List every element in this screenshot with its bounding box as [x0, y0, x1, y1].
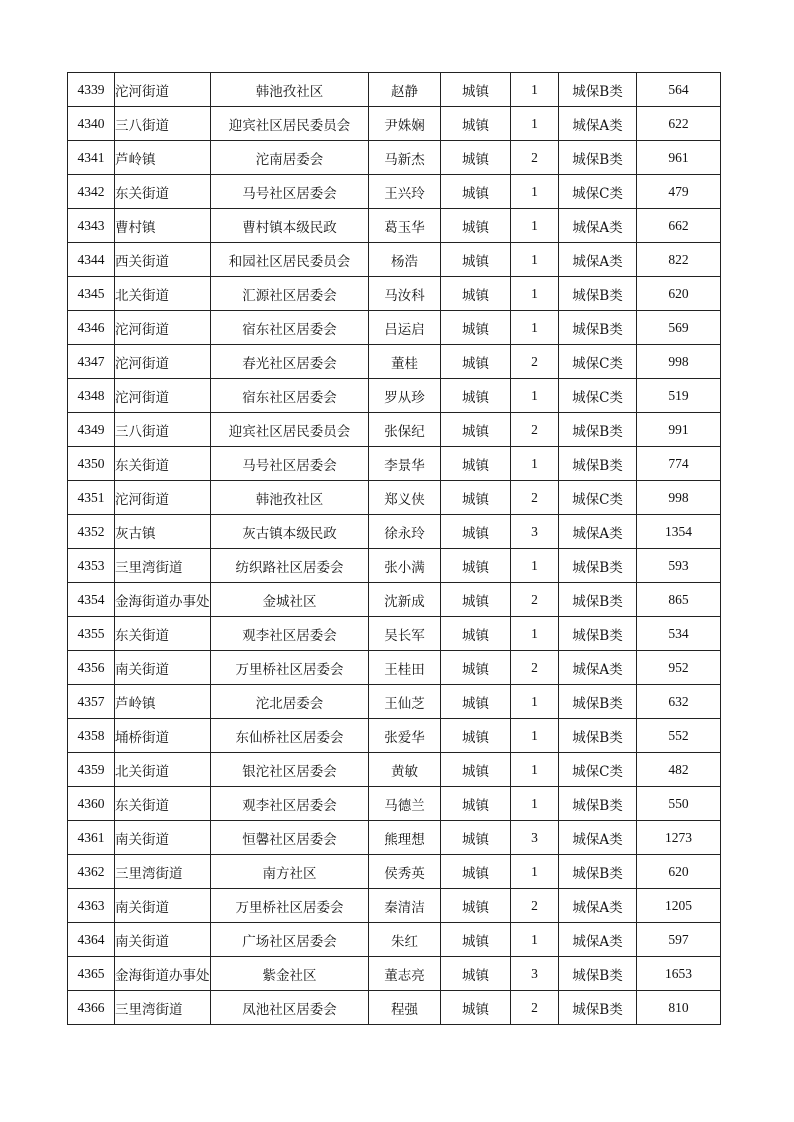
household-size-cell: 1: [511, 311, 559, 345]
amount-cell: 952: [637, 651, 721, 685]
household-size-cell: 3: [511, 957, 559, 991]
row-number-cell: 4350: [68, 447, 115, 481]
row-number-cell: 4355: [68, 617, 115, 651]
area-type-cell: 城镇: [441, 991, 511, 1025]
street-cell: 东关街道: [115, 447, 211, 481]
row-number-cell: 4349: [68, 413, 115, 447]
household-size-cell: 2: [511, 481, 559, 515]
category-cell: 城保A类: [559, 107, 637, 141]
name-cell: 黄敏: [369, 753, 441, 787]
name-cell: 马德兰: [369, 787, 441, 821]
community-cell: 春光社区居委会: [211, 345, 369, 379]
table-row: [68, 617, 721, 651]
row-number-cell: 4342: [68, 175, 115, 209]
street-cell: 沱河街道: [115, 311, 211, 345]
community-cell: 沱北居委会: [211, 685, 369, 719]
amount-cell: 865: [637, 583, 721, 617]
amount-cell: 569: [637, 311, 721, 345]
household-size-cell: 3: [511, 515, 559, 549]
row-number-cell: 4359: [68, 753, 115, 787]
street-cell: 三里湾街道: [115, 855, 211, 889]
category-cell: 城保B类: [559, 277, 637, 311]
area-type-cell: 城镇: [441, 855, 511, 889]
table-row: [68, 311, 721, 345]
table-row: [68, 685, 721, 719]
amount-cell: 534: [637, 617, 721, 651]
table-row: [68, 379, 721, 413]
area-type-cell: 城镇: [441, 209, 511, 243]
household-size-cell: 1: [511, 447, 559, 481]
amount-cell: 822: [637, 243, 721, 277]
area-type-cell: 城镇: [441, 957, 511, 991]
table-row: [68, 107, 721, 141]
amount-cell: 620: [637, 855, 721, 889]
category-cell: 城保C类: [559, 345, 637, 379]
street-cell: 东关街道: [115, 617, 211, 651]
area-type-cell: 城镇: [441, 821, 511, 855]
community-cell: 南方社区: [211, 855, 369, 889]
household-size-cell: 2: [511, 991, 559, 1025]
street-cell: 南关街道: [115, 821, 211, 855]
household-size-cell: 2: [511, 889, 559, 923]
street-cell: 北关街道: [115, 753, 211, 787]
category-cell: 城保C类: [559, 379, 637, 413]
beneficiary-table: [67, 72, 721, 1025]
household-size-cell: 1: [511, 685, 559, 719]
street-cell: 三八街道: [115, 413, 211, 447]
table-row: [68, 753, 721, 787]
area-type-cell: 城镇: [441, 719, 511, 753]
area-type-cell: 城镇: [441, 413, 511, 447]
community-cell: 金城社区: [211, 583, 369, 617]
amount-cell: 1273: [637, 821, 721, 855]
area-type-cell: 城镇: [441, 311, 511, 345]
area-type-cell: 城镇: [441, 617, 511, 651]
table-row: [68, 481, 721, 515]
community-cell: 迎宾社区居民委员会: [211, 413, 369, 447]
table-row: [68, 243, 721, 277]
street-cell: 三里湾街道: [115, 991, 211, 1025]
table-row: [68, 719, 721, 753]
household-size-cell: 2: [511, 413, 559, 447]
amount-cell: 810: [637, 991, 721, 1025]
table-row: [68, 277, 721, 311]
row-number-cell: 4354: [68, 583, 115, 617]
area-type-cell: 城镇: [441, 243, 511, 277]
household-size-cell: 1: [511, 787, 559, 821]
amount-cell: 622: [637, 107, 721, 141]
community-cell: 宿东社区居委会: [211, 311, 369, 345]
row-number-cell: 4341: [68, 141, 115, 175]
community-cell: 广场社区居委会: [211, 923, 369, 957]
amount-cell: 1354: [637, 515, 721, 549]
row-number-cell: 4366: [68, 991, 115, 1025]
household-size-cell: 1: [511, 923, 559, 957]
street-cell: 南关街道: [115, 889, 211, 923]
category-cell: 城保B类: [559, 957, 637, 991]
area-type-cell: 城镇: [441, 379, 511, 413]
amount-cell: 1205: [637, 889, 721, 923]
area-type-cell: 城镇: [441, 753, 511, 787]
table-body: [68, 73, 721, 1025]
amount-cell: 552: [637, 719, 721, 753]
area-type-cell: 城镇: [441, 447, 511, 481]
area-type-cell: 城镇: [441, 345, 511, 379]
category-cell: 城保B类: [559, 311, 637, 345]
table-row: [68, 583, 721, 617]
row-number-cell: 4343: [68, 209, 115, 243]
row-number-cell: 4339: [68, 73, 115, 107]
table-row: [68, 991, 721, 1025]
category-cell: 城保B类: [559, 787, 637, 821]
table-row: [68, 787, 721, 821]
area-type-cell: 城镇: [441, 73, 511, 107]
street-cell: 沱河街道: [115, 379, 211, 413]
area-type-cell: 城镇: [441, 141, 511, 175]
name-cell: 葛玉华: [369, 209, 441, 243]
name-cell: 张小满: [369, 549, 441, 583]
street-cell: 曹村镇: [115, 209, 211, 243]
name-cell: 沈新成: [369, 583, 441, 617]
category-cell: 城保B类: [559, 413, 637, 447]
table-row: [68, 413, 721, 447]
name-cell: 秦清洁: [369, 889, 441, 923]
household-size-cell: 1: [511, 719, 559, 753]
row-number-cell: 4346: [68, 311, 115, 345]
community-cell: 韩池孜社区: [211, 481, 369, 515]
area-type-cell: 城镇: [441, 107, 511, 141]
community-cell: 迎宾社区居民委员会: [211, 107, 369, 141]
name-cell: 程强: [369, 991, 441, 1025]
household-size-cell: 1: [511, 175, 559, 209]
community-cell: 汇源社区居委会: [211, 277, 369, 311]
category-cell: 城保A类: [559, 651, 637, 685]
household-size-cell: 2: [511, 583, 559, 617]
category-cell: 城保B类: [559, 583, 637, 617]
community-cell: 凤池社区居委会: [211, 991, 369, 1025]
table-row: [68, 651, 721, 685]
category-cell: 城保B类: [559, 447, 637, 481]
category-cell: 城保B类: [559, 991, 637, 1025]
household-size-cell: 1: [511, 243, 559, 277]
row-number-cell: 4360: [68, 787, 115, 821]
amount-cell: 632: [637, 685, 721, 719]
household-size-cell: 1: [511, 209, 559, 243]
table-row: [68, 175, 721, 209]
name-cell: 郑义侠: [369, 481, 441, 515]
street-cell: 东关街道: [115, 787, 211, 821]
amount-cell: 662: [637, 209, 721, 243]
community-cell: 万里桥社区居委会: [211, 651, 369, 685]
household-size-cell: 1: [511, 73, 559, 107]
table-row: [68, 345, 721, 379]
name-cell: 侯秀英: [369, 855, 441, 889]
row-number-cell: 4365: [68, 957, 115, 991]
row-number-cell: 4348: [68, 379, 115, 413]
community-cell: 观李社区居委会: [211, 787, 369, 821]
category-cell: 城保B类: [559, 719, 637, 753]
community-cell: 沱南居委会: [211, 141, 369, 175]
amount-cell: 774: [637, 447, 721, 481]
household-size-cell: 1: [511, 855, 559, 889]
name-cell: 李景华: [369, 447, 441, 481]
name-cell: 赵静: [369, 73, 441, 107]
name-cell: 马新杰: [369, 141, 441, 175]
household-size-cell: 1: [511, 379, 559, 413]
community-cell: 韩池孜社区: [211, 73, 369, 107]
name-cell: 马汝科: [369, 277, 441, 311]
row-number-cell: 4347: [68, 345, 115, 379]
name-cell: 尹姝娴: [369, 107, 441, 141]
area-type-cell: 城镇: [441, 481, 511, 515]
community-cell: 马号社区居委会: [211, 447, 369, 481]
street-cell: 南关街道: [115, 923, 211, 957]
street-cell: 金海街道办事处: [115, 957, 211, 991]
area-type-cell: 城镇: [441, 787, 511, 821]
category-cell: 城保B类: [559, 141, 637, 175]
amount-cell: 597: [637, 923, 721, 957]
amount-cell: 519: [637, 379, 721, 413]
household-size-cell: 2: [511, 345, 559, 379]
amount-cell: 482: [637, 753, 721, 787]
community-cell: 万里桥社区居委会: [211, 889, 369, 923]
table-row: [68, 821, 721, 855]
area-type-cell: 城镇: [441, 549, 511, 583]
amount-cell: 991: [637, 413, 721, 447]
community-cell: 和园社区居民委员会: [211, 243, 369, 277]
category-cell: 城保B类: [559, 855, 637, 889]
category-cell: 城保B类: [559, 685, 637, 719]
street-cell: 三里湾街道: [115, 549, 211, 583]
category-cell: 城保B类: [559, 73, 637, 107]
category-cell: 城保A类: [559, 889, 637, 923]
table-row: [68, 957, 721, 991]
table-row: [68, 141, 721, 175]
category-cell: 城保A类: [559, 515, 637, 549]
category-cell: 城保A类: [559, 923, 637, 957]
category-cell: 城保A类: [559, 209, 637, 243]
area-type-cell: 城镇: [441, 583, 511, 617]
street-cell: 埇桥街道: [115, 719, 211, 753]
row-number-cell: 4361: [68, 821, 115, 855]
name-cell: 杨浩: [369, 243, 441, 277]
amount-cell: 1653: [637, 957, 721, 991]
street-cell: 南关街道: [115, 651, 211, 685]
area-type-cell: 城镇: [441, 277, 511, 311]
category-cell: 城保C类: [559, 481, 637, 515]
amount-cell: 564: [637, 73, 721, 107]
community-cell: 马号社区居委会: [211, 175, 369, 209]
amount-cell: 550: [637, 787, 721, 821]
name-cell: 王兴玲: [369, 175, 441, 209]
table-row: [68, 923, 721, 957]
category-cell: 城保A类: [559, 821, 637, 855]
street-cell: 西关街道: [115, 243, 211, 277]
amount-cell: 593: [637, 549, 721, 583]
area-type-cell: 城镇: [441, 175, 511, 209]
row-number-cell: 4358: [68, 719, 115, 753]
name-cell: 吴长军: [369, 617, 441, 651]
table-row: [68, 549, 721, 583]
household-size-cell: 3: [511, 821, 559, 855]
category-cell: 城保C类: [559, 175, 637, 209]
household-size-cell: 1: [511, 277, 559, 311]
area-type-cell: 城镇: [441, 515, 511, 549]
row-number-cell: 4353: [68, 549, 115, 583]
table-row: [68, 209, 721, 243]
street-cell: 北关街道: [115, 277, 211, 311]
row-number-cell: 4340: [68, 107, 115, 141]
street-cell: 沱河街道: [115, 73, 211, 107]
area-type-cell: 城镇: [441, 889, 511, 923]
community-cell: 东仙桥社区居委会: [211, 719, 369, 753]
household-size-cell: 1: [511, 107, 559, 141]
household-size-cell: 2: [511, 651, 559, 685]
name-cell: 王桂田: [369, 651, 441, 685]
name-cell: 张保纪: [369, 413, 441, 447]
name-cell: 朱红: [369, 923, 441, 957]
row-number-cell: 4345: [68, 277, 115, 311]
street-cell: 灰古镇: [115, 515, 211, 549]
area-type-cell: 城镇: [441, 651, 511, 685]
street-cell: 沱河街道: [115, 345, 211, 379]
community-cell: 曹村镇本级民政: [211, 209, 369, 243]
community-cell: 灰古镇本级民政: [211, 515, 369, 549]
amount-cell: 998: [637, 481, 721, 515]
area-type-cell: 城镇: [441, 923, 511, 957]
row-number-cell: 4362: [68, 855, 115, 889]
household-size-cell: 1: [511, 753, 559, 787]
table-row: [68, 889, 721, 923]
row-number-cell: 4357: [68, 685, 115, 719]
household-size-cell: 2: [511, 141, 559, 175]
name-cell: 徐永玲: [369, 515, 441, 549]
amount-cell: 620: [637, 277, 721, 311]
area-type-cell: 城镇: [441, 685, 511, 719]
amount-cell: 961: [637, 141, 721, 175]
amount-cell: 479: [637, 175, 721, 209]
name-cell: 熊理想: [369, 821, 441, 855]
street-cell: 金海街道办事处: [115, 583, 211, 617]
street-cell: 芦岭镇: [115, 685, 211, 719]
category-cell: 城保B类: [559, 617, 637, 651]
row-number-cell: 4351: [68, 481, 115, 515]
table-row: [68, 73, 721, 107]
name-cell: 罗从珍: [369, 379, 441, 413]
community-cell: 纺织路社区居委会: [211, 549, 369, 583]
community-cell: 紫金社区: [211, 957, 369, 991]
table-row: [68, 855, 721, 889]
street-cell: 三八街道: [115, 107, 211, 141]
row-number-cell: 4363: [68, 889, 115, 923]
row-number-cell: 4364: [68, 923, 115, 957]
row-number-cell: 4352: [68, 515, 115, 549]
street-cell: 东关街道: [115, 175, 211, 209]
household-size-cell: 1: [511, 617, 559, 651]
name-cell: 王仙芝: [369, 685, 441, 719]
table-row: [68, 447, 721, 481]
community-cell: 宿东社区居委会: [211, 379, 369, 413]
community-cell: 银沱社区居委会: [211, 753, 369, 787]
category-cell: 城保B类: [559, 549, 637, 583]
community-cell: 观李社区居委会: [211, 617, 369, 651]
row-number-cell: 4344: [68, 243, 115, 277]
name-cell: 张爱华: [369, 719, 441, 753]
street-cell: 芦岭镇: [115, 141, 211, 175]
row-number-cell: 4356: [68, 651, 115, 685]
table-row: [68, 515, 721, 549]
household-size-cell: 1: [511, 549, 559, 583]
category-cell: 城保A类: [559, 243, 637, 277]
name-cell: 董志亮: [369, 957, 441, 991]
street-cell: 沱河街道: [115, 481, 211, 515]
community-cell: 恒馨社区居委会: [211, 821, 369, 855]
category-cell: 城保C类: [559, 753, 637, 787]
name-cell: 吕运启: [369, 311, 441, 345]
name-cell: 董桂: [369, 345, 441, 379]
amount-cell: 998: [637, 345, 721, 379]
